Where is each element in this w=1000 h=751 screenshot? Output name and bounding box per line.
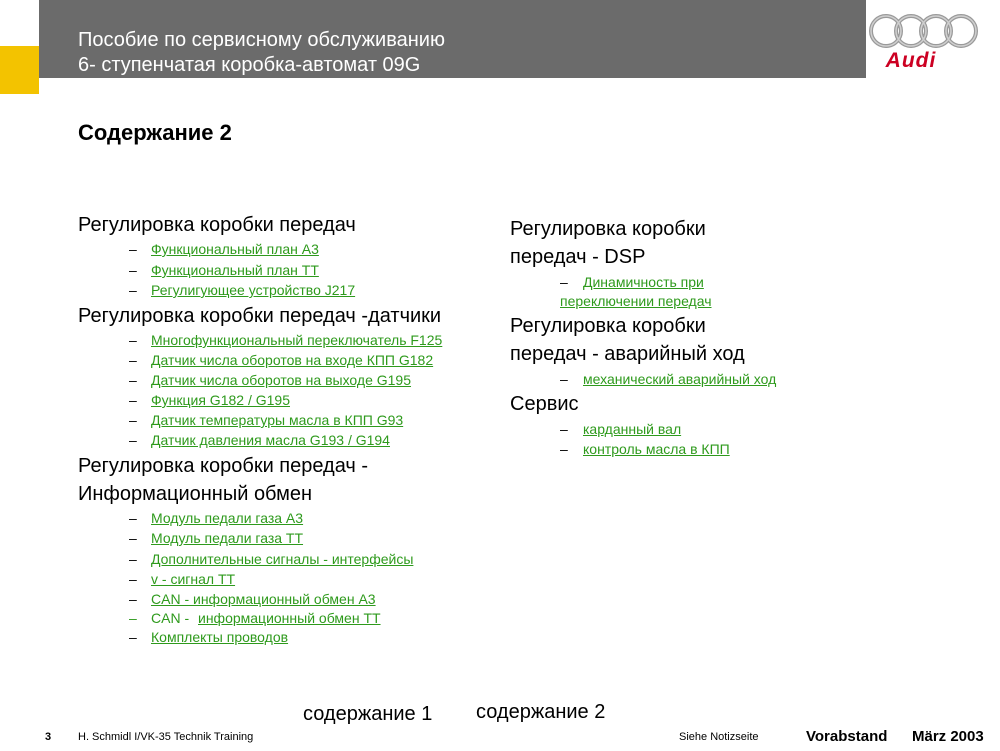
section-title-emergency-line1: Регулировка коробки <box>510 315 706 337</box>
can-prefix-text: CAN - <box>151 610 190 626</box>
bullet-dash: – <box>129 610 137 626</box>
section-title-info-exchange-line1: Регулировка коробки передач - <box>78 455 369 477</box>
bullet-dash: – <box>129 352 137 368</box>
link-cardan-shaft[interactable]: карданный вал <box>583 421 682 437</box>
nav-content2-button[interactable]: содержание 2 <box>476 701 606 723</box>
bullet-dash: – <box>560 274 568 290</box>
link-can-a3[interactable]: CAN - информационный обмен А3 <box>151 591 376 607</box>
bullet-dash: – <box>129 591 137 607</box>
link-shift-dynamics-line1[interactable]: Динамичность при <box>583 274 704 290</box>
link-control-unit-j217[interactable]: Регулигующее устройство J217 <box>151 282 356 298</box>
link-function-g182-g195[interactable]: Функция G182 / G195 <box>151 392 290 408</box>
link-function-plan-tt[interactable]: Функциональный план ТТ <box>151 262 319 278</box>
bullet-dash: – <box>129 262 137 278</box>
audi-logo-text: Audi <box>885 49 937 72</box>
link-sensor-g182[interactable]: Датчик числа оборотов на входе КПП G182 <box>151 352 434 368</box>
bullet-dash: – <box>129 332 137 348</box>
page-title: Содержание 2 <box>78 120 232 145</box>
link-pressure-sensor-g193-g194[interactable]: Датчик давления масла G193 / G194 <box>151 432 390 448</box>
section-title-gearbox: Регулировка коробки передач <box>78 214 356 236</box>
bullet-dash: – <box>129 372 137 388</box>
footer-status: Vorabstand <box>806 728 888 745</box>
bullet-dash: – <box>129 432 137 448</box>
link-v-signal-tt[interactable]: v - сигнал ТТ <box>151 571 236 587</box>
bullet-dash: – <box>129 282 137 298</box>
bullet-dash: – <box>560 441 568 457</box>
header-title-line1: Пособие по сервисному обслуживанию <box>78 29 445 51</box>
section-title-dsp-line2: передач - DSP <box>510 246 646 268</box>
bullet-dash: – <box>129 510 137 526</box>
bullet-dash: – <box>560 371 568 387</box>
section-title-dsp-line1: Регулировка коробки <box>510 218 706 240</box>
link-temp-sensor-g93[interactable]: Датчик температуры масла в КПП G93 <box>151 412 404 428</box>
bullet-dash: – <box>129 392 137 408</box>
link-wiring-harness[interactable]: Комплекты проводов <box>151 629 289 645</box>
footer-note: Siehe Notizseite <box>679 731 759 743</box>
section-title-sensors: Регулировка коробки передач -датчики <box>78 305 442 327</box>
link-function-plan-a3[interactable]: Функциональный план А3 <box>151 241 319 257</box>
section-title-info-exchange-line2: Информационный обмен <box>78 483 312 505</box>
page-number: 3 <box>45 731 52 743</box>
bullet-dash: – <box>560 421 568 437</box>
footer-date: März 2003 <box>912 728 984 745</box>
bullet-dash: – <box>129 530 137 546</box>
nav-content1-button[interactable]: содержание 1 <box>303 703 433 725</box>
link-additional-signals[interactable]: Дополнительные сигналы - интерфейсы <box>151 551 414 567</box>
bullet-dash: – <box>129 629 137 645</box>
header-title-line2: 6- ступенчатая коробка-автомат 09G <box>78 54 421 76</box>
link-switch-f125[interactable]: Многофункциональный переключатель F125 <box>151 332 443 348</box>
link-pedal-module-tt[interactable]: Модуль педали газа ТТ <box>151 530 304 546</box>
link-can-tt[interactable]: информационный обмен ТТ <box>198 610 381 626</box>
link-sensor-g195[interactable]: Датчик числа оборотов на выходе G195 <box>151 372 412 388</box>
section-title-service: Сервис <box>510 393 579 415</box>
bullet-dash: – <box>129 412 137 428</box>
bullet-dash: – <box>129 551 137 567</box>
footer-author: H. Schmidl I/VK-35 Technik Training <box>78 731 254 743</box>
bullet-dash: – <box>129 571 137 587</box>
link-pedal-module-a3[interactable]: Модуль педали газа А3 <box>151 510 304 526</box>
link-oil-check[interactable]: контроль масла в КПП <box>583 441 730 457</box>
bullet-dash: – <box>129 241 137 257</box>
link-shift-dynamics-line2[interactable]: переключении передач <box>560 293 712 309</box>
section-title-emergency-line2: передач - аварийный ход <box>510 343 745 365</box>
link-mechanical-emergency[interactable]: механический аварийный ход <box>583 371 777 387</box>
yellow-accent <box>0 46 39 94</box>
